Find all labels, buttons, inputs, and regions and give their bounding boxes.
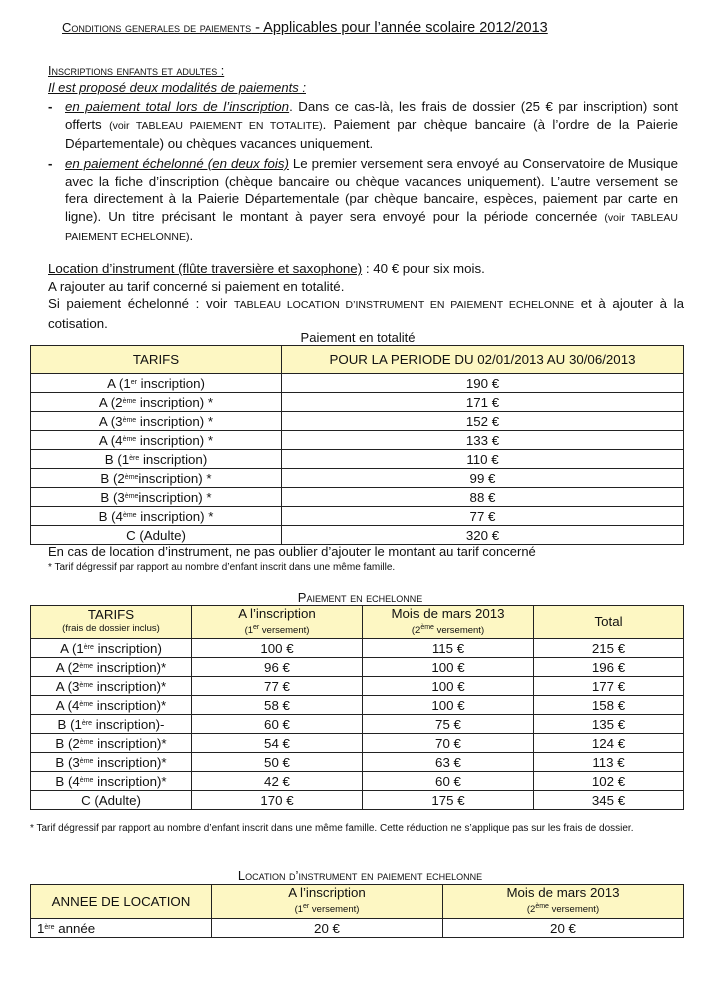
- second-payment-cell: 75 €: [363, 715, 534, 734]
- tarif-cell: B (3èmeinscription) *: [31, 488, 282, 507]
- payment-option-total: [48, 98, 678, 153]
- rental-line-3-end: et à ajouter à la cotisation.: [48, 296, 684, 331]
- option-total-text-end: . Paiement par chèque bancaire (à l’ordre de la Paierie Départementale) ou chèques vacances uniquement.: [65, 116, 678, 151]
- total-cell: 102 €: [534, 772, 684, 791]
- first-payment-cell: 60 €: [192, 715, 363, 734]
- amount-cell: 99 €: [282, 469, 684, 488]
- col-inscription: [192, 606, 363, 639]
- option-total-lead: en paiement total lors de l’inscription: [65, 99, 290, 114]
- table-total: [30, 345, 684, 545]
- tarif-cell: B (2ème inscription)*: [31, 734, 192, 753]
- table-total-footnote: * Tarif dégressif par rapport au nombre d’enfant inscrit dans une même famille.: [48, 562, 396, 573]
- second-payment-cell: 63 €: [363, 753, 534, 772]
- total-cell: 196 €: [534, 658, 684, 677]
- payment-option-echelonne: [48, 155, 678, 247]
- table-row: [31, 715, 684, 734]
- col-inscription-label: A l’inscription: [238, 605, 316, 621]
- table-echelonne-footnote: * Tarif dégressif par rapport au nombre d’enfant inscrit dans une même famille. Cette réduction ne s’applique pas sur les frais de dossier.: [30, 823, 634, 834]
- second-payment-cell: 175 €: [363, 791, 534, 810]
- table-echelonne: [30, 605, 684, 810]
- page-title-caps: Conditions generales de paiements: [62, 20, 252, 35]
- first-payment-cell: 20 €: [212, 919, 443, 938]
- table-row: [31, 658, 684, 677]
- amount-cell: 320 €: [282, 526, 684, 545]
- table-row: [31, 772, 684, 791]
- rental-note: En cas de location d’instrument, ne pas oublier d’ajouter le montant au tarif concerné: [48, 544, 536, 559]
- table-location-caption: Location d’instrument en paiement echelonne: [237, 868, 483, 883]
- table-row: [31, 677, 684, 696]
- total-cell: 345 €: [534, 791, 684, 810]
- instrument-rental-paragraph: [48, 260, 684, 332]
- table-header-row: [31, 606, 684, 639]
- table-total-caption: Paiement en totalité: [300, 330, 416, 345]
- col-mars-sub: (2ème versement): [526, 903, 600, 915]
- second-payment-cell: 100 €: [363, 677, 534, 696]
- col-inscription: [212, 885, 443, 919]
- tarif-cell: B (1ère inscription): [31, 450, 282, 469]
- second-payment-cell: 60 €: [363, 772, 534, 791]
- total-cell: 158 €: [534, 696, 684, 715]
- amount-cell: 133 €: [282, 431, 684, 450]
- total-cell: 177 €: [534, 677, 684, 696]
- tarif-cell: B (3ème inscription)*: [31, 753, 192, 772]
- table-row: [31, 919, 684, 938]
- col-tarifs: [31, 606, 192, 639]
- first-payment-cell: 54 €: [192, 734, 363, 753]
- tarif-cell: A (3ème inscription) *: [31, 412, 282, 431]
- table-row: [31, 791, 684, 810]
- rental-line-3: Si paiement échelonné : voir: [48, 296, 234, 311]
- year-cell: 1ère année: [31, 919, 212, 938]
- col-total: Total: [534, 606, 684, 639]
- bullet-dash: -: [48, 156, 53, 171]
- col-inscription-label: A l’inscription: [288, 885, 366, 900]
- inscriptions-subheading: Il est proposé deux modalités de paiements :: [48, 80, 306, 95]
- second-payment-cell: 100 €: [363, 658, 534, 677]
- second-payment-cell: 100 €: [363, 696, 534, 715]
- table-location: [30, 884, 684, 938]
- page-title: [62, 20, 662, 36]
- first-payment-cell: 170 €: [192, 791, 363, 810]
- first-payment-cell: 96 €: [192, 658, 363, 677]
- table-row: [31, 734, 684, 753]
- bullet-dash: -: [48, 99, 53, 114]
- amount-cell: 77 €: [282, 507, 684, 526]
- col-inscription-sub: (1er versement): [294, 903, 360, 915]
- table-header-row: [31, 346, 684, 374]
- table-row: [31, 431, 684, 450]
- tarif-cell: A (2ème inscription) *: [31, 393, 282, 412]
- col-mars: [443, 885, 684, 919]
- first-payment-cell: 42 €: [192, 772, 363, 791]
- tarif-cell: C (Adulte): [31, 791, 192, 810]
- col-tarifs-label: TARIFS: [87, 607, 135, 622]
- col-tarifs: TARIFS: [31, 346, 282, 374]
- option-echelonne-ref: (voir TABLEAU PAIEMENT ECHELONNE): [65, 211, 679, 243]
- table-row: [31, 639, 684, 658]
- rental-lead: Location d’instrument (flûte traversière et saxophone): [48, 261, 363, 276]
- rental-line-3-ref: TABLEAU LOCATION D’INSTRUMENT EN PAIEMENT ECHELONNE: [233, 299, 575, 311]
- col-period: POUR LA PERIODE DU 02/01/2013 AU 30/06/2013: [282, 346, 684, 374]
- table-row: [31, 507, 684, 526]
- col-inscription-sub: (1er versement): [244, 623, 310, 636]
- option-echelonne-lead: en paiement échelonné (en deux fois): [65, 156, 289, 171]
- option-echelonne-text: Le premier versement sera envoyé au Conservatoire de Musique avec la fiche d’inscription (chèque bancaire ou chèque vacances uniquement). L’autre versement se fera directement à la Paierie Départementale (par chèque bancaire, espèces, paiement par carte en ligne). Un titre précisant le montant à payer sera envoyé pour la période concernée: [65, 156, 678, 224]
- option-echelonne-text-end: .: [189, 228, 194, 243]
- total-cell: 215 €: [534, 639, 684, 658]
- second-payment-cell: 115 €: [363, 639, 534, 658]
- table-row: [31, 393, 684, 412]
- tarif-cell: A (1ère inscription): [31, 639, 192, 658]
- col-mars-label: Mois de mars 2013: [391, 605, 505, 621]
- total-cell: 124 €: [534, 734, 684, 753]
- tarif-cell: B (4ème inscription)*: [31, 772, 192, 791]
- table-row: [31, 696, 684, 715]
- table-header-row: [31, 885, 684, 919]
- tarif-cell: A (4ème inscription)*: [31, 696, 192, 715]
- col-mars: [363, 606, 534, 639]
- first-payment-cell: 50 €: [192, 753, 363, 772]
- option-total-ref: (voir TABLEAU PAIEMENT EN TOTALITE): [109, 119, 323, 132]
- col-tarifs-sub: (frais de dossier inclus): [62, 623, 160, 634]
- amount-cell: 88 €: [282, 488, 684, 507]
- amount-cell: 190 €: [282, 374, 684, 393]
- table-row: [31, 412, 684, 431]
- amount-cell: 171 €: [282, 393, 684, 412]
- inscriptions-heading: Inscriptions enfants et adultes :: [48, 64, 225, 78]
- amount-cell: 110 €: [282, 450, 684, 469]
- second-payment-cell: 70 €: [363, 734, 534, 753]
- tarif-cell: B (2èmeinscription) *: [31, 469, 282, 488]
- table-row: [31, 526, 684, 545]
- page-title-rest: - Applicables pour l’année scolaire 2012/2013: [251, 20, 548, 36]
- total-cell: 113 €: [534, 753, 684, 772]
- tarif-cell: B (1ère inscription)-: [31, 715, 192, 734]
- col-annee: ANNEE DE LOCATION: [31, 885, 212, 919]
- tarif-cell: C (Adulte): [31, 526, 282, 545]
- rental-price: : 40 € pour six mois.: [362, 261, 485, 276]
- option-total-text: . Dans ce cas-là, les frais de dossier (25 € par inscription) sont offerts: [65, 99, 678, 132]
- tarif-cell: A (1er inscription): [31, 374, 282, 393]
- tarif-cell: B (4ème inscription) *: [31, 507, 282, 526]
- tarif-cell: A (2ème inscription)*: [31, 658, 192, 677]
- table-row: [31, 469, 684, 488]
- first-payment-cell: 100 €: [192, 639, 363, 658]
- tarif-cell: A (4ème inscription) *: [31, 431, 282, 450]
- first-payment-cell: 58 €: [192, 696, 363, 715]
- table-row: [31, 374, 684, 393]
- col-mars-sub: (2ème versement): [411, 623, 485, 636]
- table-row: [31, 450, 684, 469]
- total-cell: 135 €: [534, 715, 684, 734]
- second-payment-cell: 20 €: [443, 919, 684, 938]
- rental-line-2: A rajouter au tarif concerné si paiement en totalité.: [48, 278, 345, 294]
- col-mars-label: Mois de mars 2013: [506, 885, 620, 900]
- table-row: [31, 753, 684, 772]
- amount-cell: 152 €: [282, 412, 684, 431]
- tarif-cell: A (3ème inscription)*: [31, 677, 192, 696]
- table-echelonne-caption: Paiement en echelonne: [297, 590, 423, 605]
- first-payment-cell: 77 €: [192, 677, 363, 696]
- table-row: [31, 488, 684, 507]
